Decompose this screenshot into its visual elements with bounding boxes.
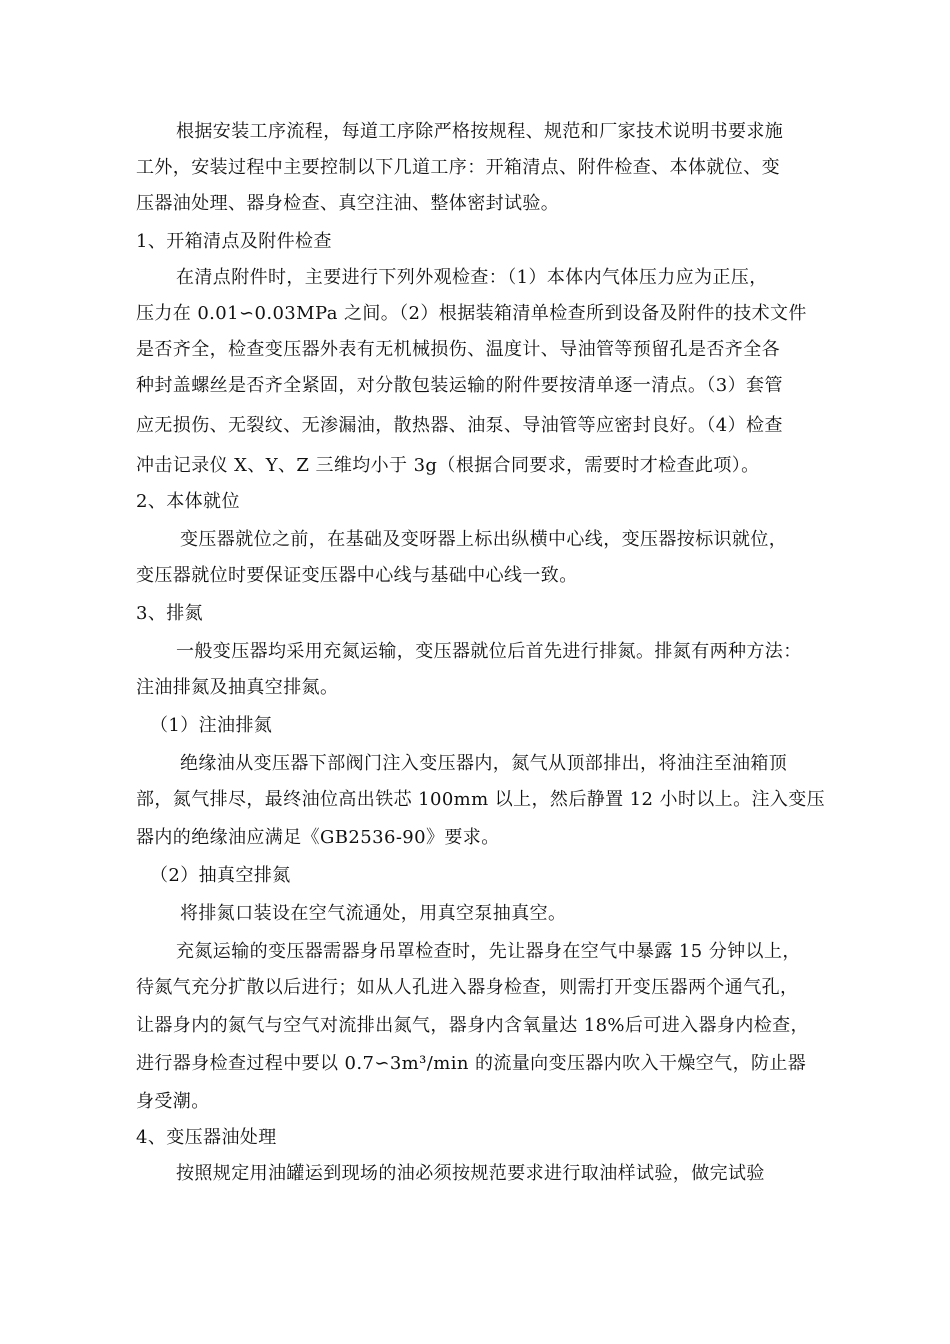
section-heading: 2、本体就位 <box>136 491 240 512</box>
paragraph-line: 充氮运输的变压器需器身吊罩检查时，先让器身在空气中暴露 15 分钟以上， <box>176 941 801 962</box>
paragraph-line: 部，氮气排尽，最终油位高出铁芯 100mm 以上，然后静置 12 小时以上。注入变压 <box>136 789 826 810</box>
paragraph-line: 应无损伤、无裂纹、无渗漏油，散热器、油泵、导油管等应密封良好。（4）检查 <box>136 415 783 436</box>
paragraph-line: 变压器就位时要保证变压器中心线与基础中心线一致。 <box>136 565 578 586</box>
paragraph-line: 变压器就位之前，在基础及变呀器上标出纵横中心线，变压器按标识就位， <box>180 529 788 550</box>
paragraph-line: 在清点附件时，主要进行下列外观检查：（1）本体内气体压力应为正压， <box>176 267 768 288</box>
paragraph-line: 根据安装工序流程，每道工序除严格按规程、规范和厂家技术说明书要求施 <box>176 121 784 142</box>
paragraph-line: 按照规定用油罐运到现场的油必须按规范要求进行取油样试验，做完试验 <box>176 1163 765 1184</box>
paragraph-line: 压力在 0.01∽0.03MPa 之间。（2）根据装箱清单检查所到设备及附件的技术文件 <box>136 303 807 324</box>
paragraph-line: 器内的绝缘油应满足《GB2536-90》要求。 <box>136 827 500 848</box>
paragraph-line: 压器油处理、器身检查、真空注油、整体密封试验。 <box>136 193 560 214</box>
subsection-heading: （1）注油排氮 <box>150 715 273 736</box>
paragraph-line: 绝缘油从变压器下部阀门注入变压器内，氮气从顶部排出，将油注至油箱顶 <box>180 753 788 774</box>
section-heading: 1、开箱清点及附件检查 <box>136 231 332 252</box>
paragraph-line: 待氮气充分扩散以后进行；如从人孔进入器身检查，则需打开变压器两个通气孔， <box>136 977 799 998</box>
paragraph-line: 冲击记录仪 X、Y、Z 三维均小于 3g（根据合同要求，需要时才检查此项）。 <box>136 455 760 476</box>
paragraph-line: 让器身内的氮气与空气对流排出氮气，器身内含氧量达 18%后可进入器身内检查， <box>136 1015 809 1036</box>
paragraph-line: 工外，安装过程中主要控制以下几道工序：开箱清点、附件检查、本体就位、变 <box>136 157 780 178</box>
paragraph-line: 身受潮。 <box>136 1091 210 1112</box>
subsection-heading: （2）抽真空排氮 <box>150 865 291 886</box>
paragraph-line: 进行器身检查过程中要以 0.7∽3m³/min 的流量向变压器内吹入干燥空气，防止器 <box>136 1053 807 1074</box>
section-heading: 3、排氮 <box>136 603 204 624</box>
paragraph-line: 将排氮口装设在空气流通处，用真空泵抽真空。 <box>180 903 567 924</box>
paragraph-line: 注油排氮及抽真空排氮。 <box>136 677 339 698</box>
paragraph-line: 种封盖螺丝是否齐全紧固，对分散包装运输的附件要按清单逐一清点。（3）套管 <box>136 375 783 396</box>
paragraph-line: 是否齐全，检查变压器外表有无机械损伤、温度计、导油管等预留孔是否齐全各 <box>136 339 780 360</box>
section-heading: 4、变压器油处理 <box>136 1127 277 1148</box>
paragraph-line: 一般变压器均采用充氮运输，变压器就位后首先进行排氮。排氮有两种方法： <box>176 641 802 662</box>
